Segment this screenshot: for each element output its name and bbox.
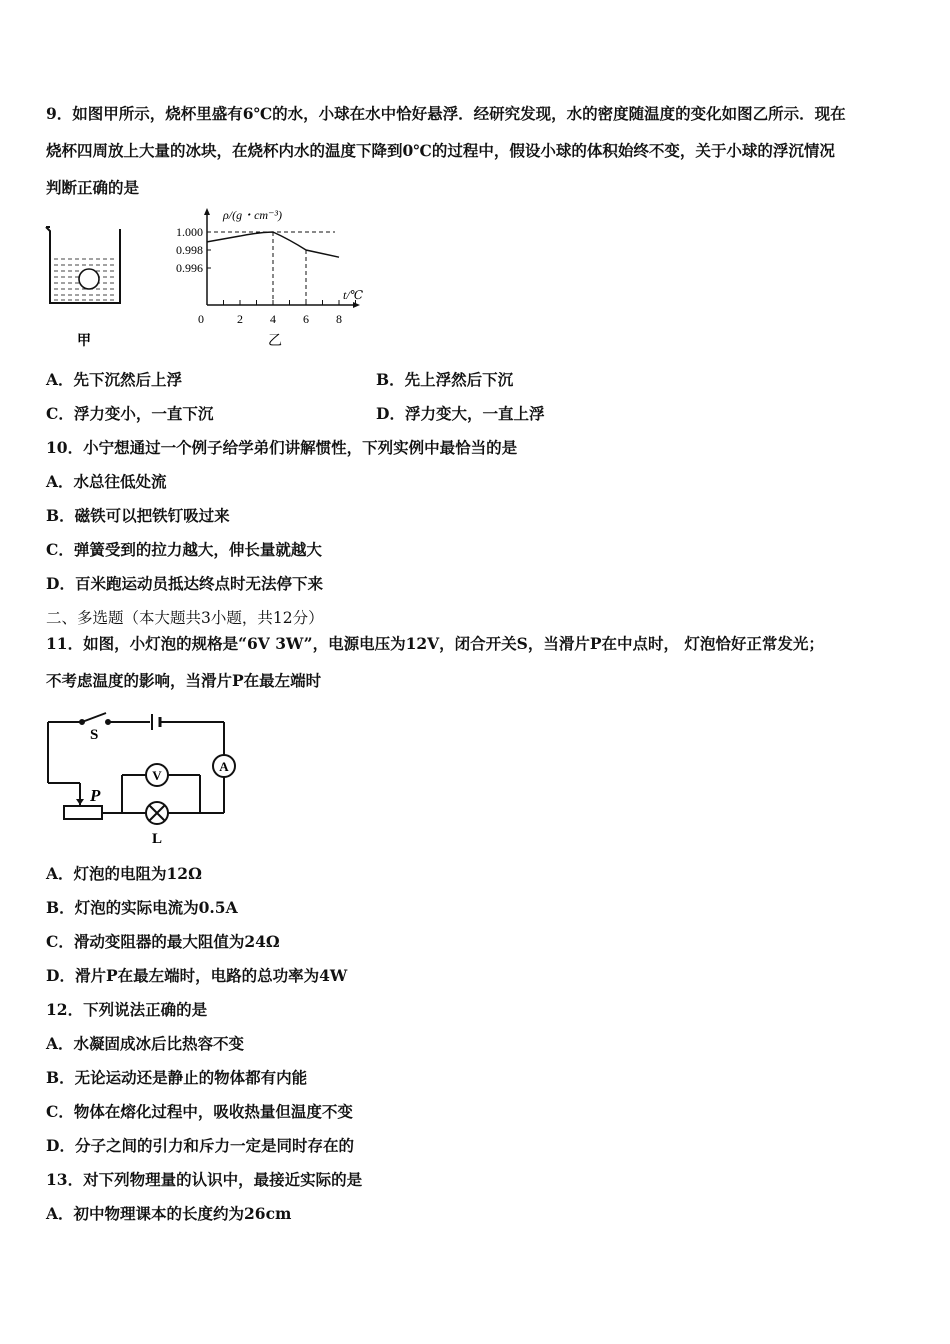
q12-stem: 12．下列说法正确的是 <box>46 1000 208 1019</box>
q11-option-b: B．灯泡的实际电流为0.5A <box>46 898 238 917</box>
density-chart <box>165 205 385 355</box>
q9-option-a: A．先下沉然后上浮 <box>46 370 183 389</box>
beaker-figure <box>40 215 130 350</box>
q12-option-b: B．无论运动还是静止的物体都有内能 <box>46 1068 308 1087</box>
voltmeter-label: V <box>152 768 162 783</box>
q11-option-d: D．滑片P在最左端时，电路的总功率为4W <box>46 966 348 985</box>
x-axis-arrow <box>353 302 360 308</box>
x-tick-label: 8 <box>336 312 342 326</box>
slider-label: P <box>90 786 101 805</box>
lamp-label: L <box>152 831 163 847</box>
section-heading: 二、多选题（本大题共3小题，共12分） <box>46 609 324 627</box>
x-tick-label: 0 <box>198 312 204 326</box>
q13-stem: 13．对下列物理量的认识中，最接近实际的是 <box>46 1170 363 1189</box>
fig-jia-label: 甲 <box>77 334 91 349</box>
q10-option-b: B．磁铁可以把铁钉吸过来 <box>46 506 230 525</box>
q11-option-c: C．滑动变阻器的最大阻值为24Ω <box>46 932 280 951</box>
y-axis-arrow <box>204 208 210 215</box>
q11-stem-line2: 不考虑温度的影响，当滑片P在最左端时 <box>46 671 322 690</box>
ammeter-label: A <box>219 759 229 774</box>
y-tick-label: 0.998 <box>176 243 203 257</box>
q10-option-d: D．百米跑运动员抵达终点时无法停下来 <box>46 574 323 593</box>
q10-option-c: C．弹簧受到的拉力越大，伸长量就越大 <box>46 540 322 559</box>
q12-option-d: D．分子之间的引力和斥力一定是同时存在的 <box>46 1136 354 1155</box>
ball-icon <box>79 269 99 289</box>
q9-stem-line2: 烧杯四周放上大量的冰块，在烧杯内水的温度下降到0℃的过程中，假设小球的体积始终不变，关于小球的浮沉情况 <box>46 141 835 160</box>
fig-yi-label: 乙 <box>268 334 282 349</box>
x-tick-label: 6 <box>303 312 309 326</box>
q11-stem-line1: 11．如图，小灯泡的规格是“6V 3W”，电源电压为12V，闭合开关S，当滑片P在中点时， 灯泡恰好正常发光； <box>46 634 824 653</box>
x-axis-label: t/℃ <box>343 288 364 302</box>
q9-option-b: B．先上浮然后下沉 <box>376 370 514 389</box>
q10-stem: 10．小宁想通过一个例子给学弟们讲解惯性，下列实例中最恰当的是 <box>46 438 518 457</box>
q12-option-a: A．水凝固成冰后比热容不变 <box>46 1034 245 1053</box>
q9-option-d: D．浮力变大，一直上浮 <box>376 404 545 423</box>
q9-stem-line3: 判断正确的是 <box>46 178 140 197</box>
q13-option-a: A．初中物理课本的长度约为26cm <box>46 1204 292 1223</box>
y-axis-label: ρ/(g・cm⁻³) <box>223 208 283 222</box>
q9-stem-line1: 9．如图甲所示，烧杯里盛有6℃的水，小球在水中恰好悬浮．经研究发现，水的密度随温度的变化如图乙所示．现在 <box>46 104 846 123</box>
x-tick-label: 4 <box>270 312 276 326</box>
q10-option-a: A．水总往低处流 <box>46 472 167 491</box>
circuit-diagram <box>40 705 250 850</box>
y-tick-label: 1.000 <box>176 225 203 239</box>
q11-option-a: A．灯泡的电阻为12Ω <box>46 864 202 883</box>
switch-label: S <box>90 727 99 743</box>
q12-option-c: C．物体在熔化过程中，吸收热量但温度不变 <box>46 1102 353 1121</box>
y-tick-label: 0.996 <box>176 261 203 275</box>
q9-option-c: C．浮力变小，一直下沉 <box>46 404 214 423</box>
x-tick-label: 2 <box>237 312 243 326</box>
